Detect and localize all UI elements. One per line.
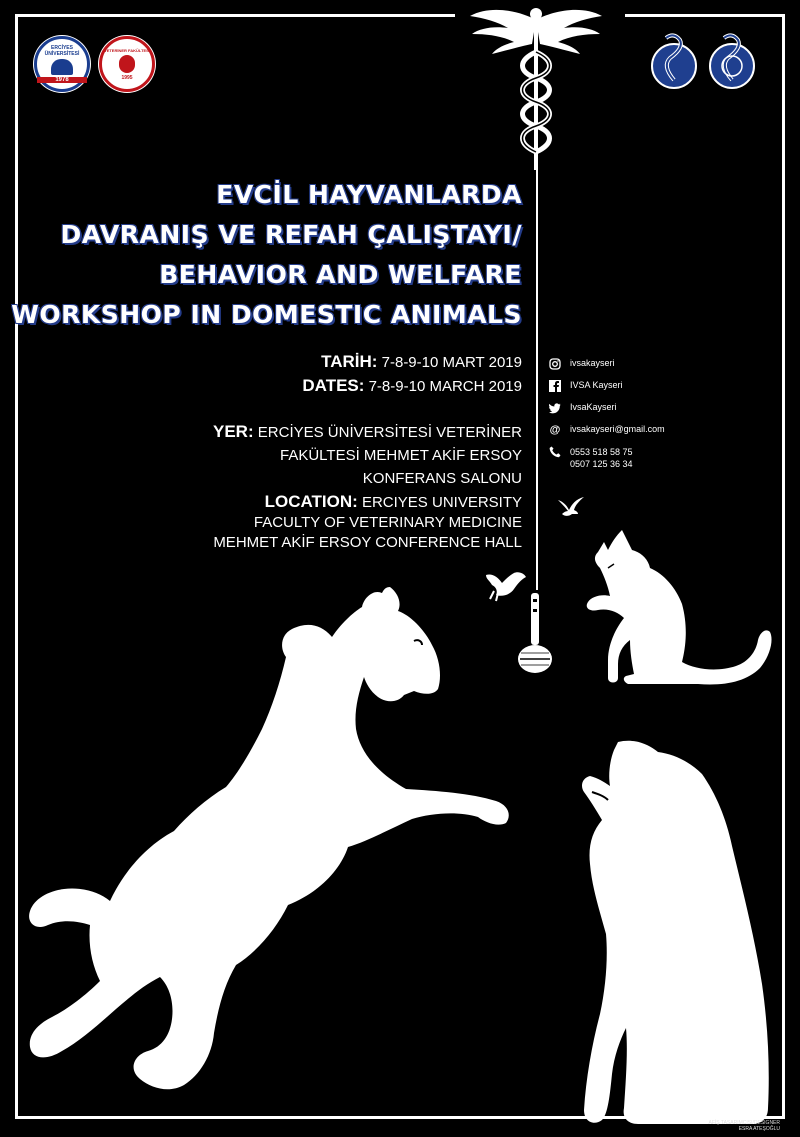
email-row[interactable]: [548, 424, 665, 446]
facebook-handle: IVSA Kayseri: [570, 380, 623, 390]
erciyes-university-logo: [33, 35, 91, 93]
ivsa-logo-2: [706, 30, 758, 90]
title-line-2: DAVRANIŞ VE REFAH ÇALIŞTAYI/: [60, 220, 522, 249]
dates-value: 7-8-9-10 MARCH 2019: [364, 378, 522, 395]
location-line-1: ERCIYES UNIVERSITY: [357, 494, 522, 511]
dog-silhouette: [578, 738, 774, 1124]
flying-bird-icon: [556, 496, 586, 518]
staff-line: [536, 170, 538, 590]
twitter-handle: IvsaKayseri: [570, 402, 617, 412]
dates-block: [302, 352, 522, 397]
instagram-handle: ivsakayseri: [570, 358, 615, 368]
horse-silhouette: [18, 585, 524, 1100]
phone-number-1: 0553 518 58 75: [570, 447, 633, 457]
credit-line-2: ESRA ATEŞOĞLU: [738, 1126, 780, 1132]
ivsa-logo-1: [648, 30, 700, 90]
erciyes-mountain-icon: [51, 59, 73, 75]
title-line-1: EVCİL HAYVANLARDA: [216, 180, 522, 209]
location-block: [213, 420, 522, 553]
title-line-3: BEHAVIOR AND WELFARE: [159, 260, 522, 289]
vet-emblem-icon: [119, 55, 135, 73]
location-line-3: MEHMET AKİF ERSOY CONFERENCE HALL: [213, 534, 522, 551]
credit-line-1: AFİŞ TASARIMCISI/DESIGNER: [708, 1120, 780, 1126]
title-line-4: WORKSHOP IN DOMESTIC ANIMALS: [11, 300, 522, 329]
tarih-value: 7-8-9-10 MART 2019: [377, 354, 522, 371]
yer-line-2: FAKÜLTESİ MEHMET AKİF ERSOY: [280, 447, 522, 464]
phone-icon: [548, 446, 562, 458]
social-links: [548, 358, 665, 476]
vet-logo-text: VETERİNER FAKÜLTESİ: [104, 47, 150, 53]
phone-number-2: 0507 125 36 34: [570, 459, 633, 469]
yer-line-3: KONFERANS SALONU: [362, 470, 522, 487]
vet-logo-year: 1995: [121, 74, 133, 81]
cat-silhouette: [578, 528, 774, 688]
designer-credit: [709, 1120, 781, 1132]
twitter-icon: [548, 402, 562, 414]
dates-label: DATES:: [302, 376, 365, 395]
instagram-row[interactable]: [548, 358, 665, 380]
facebook-row[interactable]: [548, 380, 665, 402]
twitter-row[interactable]: [548, 402, 665, 424]
veterinary-faculty-logo: [98, 35, 156, 93]
yer-line-1: ERCİYES ÜNİVERSİTESİ VETERİNER: [253, 424, 522, 441]
erciyes-logo-year: 1978: [37, 77, 87, 83]
workshop-title: [11, 175, 522, 335]
tarih-label: TARİH:: [321, 352, 378, 371]
location-label: LOCATION:: [264, 492, 358, 511]
caduceus-icon: [462, 2, 610, 172]
phone-row[interactable]: [548, 446, 665, 476]
facebook-icon: [548, 380, 562, 392]
yer-label: YER:: [212, 422, 254, 441]
instagram-icon: [548, 358, 562, 370]
location-line-2: FACULTY OF VETERINARY MEDICINE: [253, 514, 522, 531]
erciyes-logo-text: ERCİYES ÜNİVERSİTESİ: [44, 45, 80, 57]
at-sign-icon: @: [549, 424, 561, 436]
email-address: ivsakayseri@gmail.com: [570, 424, 665, 434]
